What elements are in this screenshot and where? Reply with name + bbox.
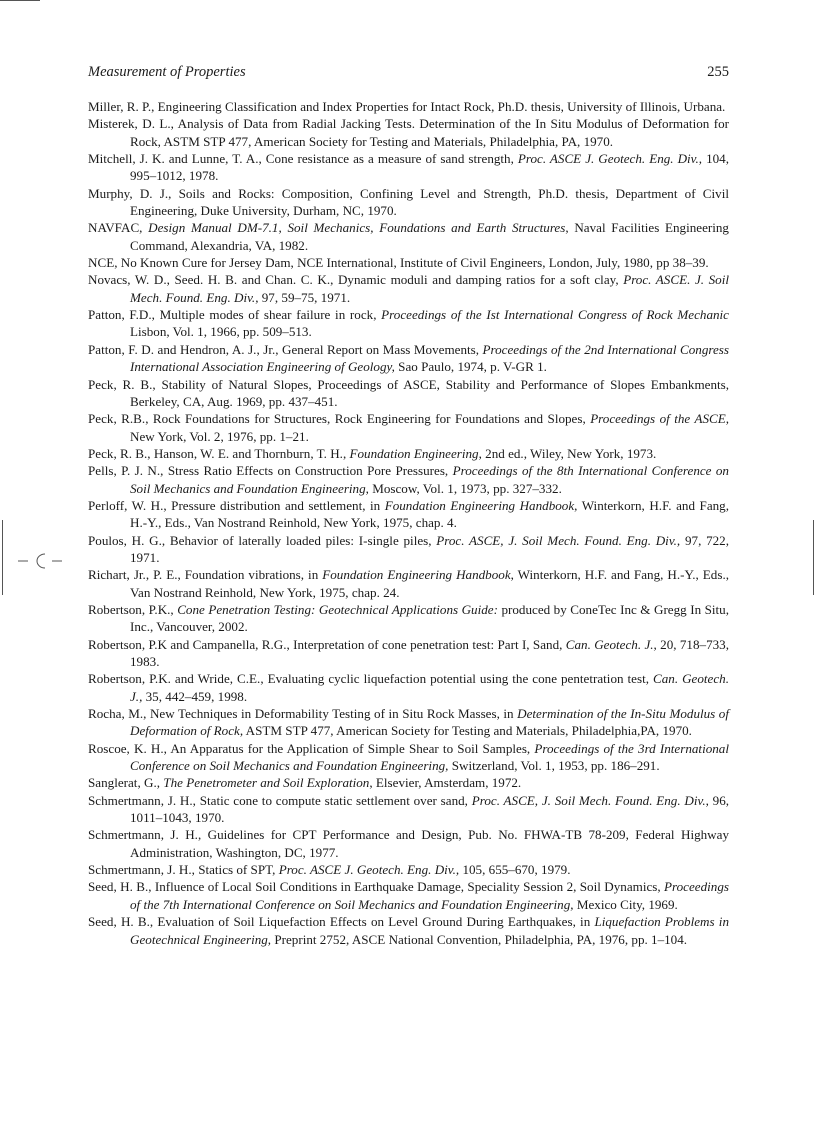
reference-text: , Winterkorn, H.F. and Fang, H.-Y., Eds., Van Nostrand Reinhold, New York, 1975, chap. 24. (130, 567, 729, 600)
reference-entry (88, 913, 729, 948)
crop-mark-left (2, 520, 3, 595)
reference-italic-text: Proc. ASCE, J. Soil Mech. Found. Eng. Div., (471, 792, 709, 808)
reference-italic-text: Liquefaction Problems in Geotechnical Engineering, (130, 914, 729, 947)
reference-italic-text: Proceedings of the Ist International Congress of Rock Mechanic (381, 307, 729, 323)
reference-entry (88, 341, 729, 376)
reference-text: Sao Paulo, 1974, p. V-GR 1. (394, 359, 547, 375)
reference-italic-text: Proceedings of the 3rd International Conference on Soil Mechanics and Foundation Engineering, (130, 740, 729, 774)
reference-italic-text: Proceedings of the 8th International Conference on Soil Mechanics and Foundation Engineering, (130, 463, 729, 496)
reference-italic-text: Proc. ASCE, J. Soil Mech. Found. Eng. Div., (436, 532, 681, 548)
reference-text: New York, Vol. 2, 1976, pp. 1–21. (130, 428, 309, 444)
reference-text: , Elsevier, Amsterdam, 1972. (369, 775, 522, 791)
reference-text: Sanglerat, G., (88, 775, 164, 791)
reference-text: Robertson, P.K and Campanella, R.G., Interpretation of cone penetration test: Part I, Sand, (88, 636, 566, 652)
reference-text: Seed, H. B., Influence of Local Soil Conditions in Earthquake Damage, Speciality Session 2, Soil Dynamics, (88, 879, 665, 895)
reference-entry (88, 532, 729, 567)
reference-text: Patton, F.D., Multiple modes of shear failure in rock, (88, 307, 382, 323)
reference-entry (88, 271, 729, 306)
reference-entry (88, 115, 729, 150)
reference-text: , Winterkorn, H.F. and Fang, H.-Y., Eds., Van Nostrand Reinhold, New York, 1975, chap. 4. (130, 497, 729, 531)
reference-italic-text: Proc. ASCE J. Geotech. Eng. Div., (517, 151, 703, 167)
reference-text: Peck, R.B., Rock Foundations for Structures, Rock Engineering for Foundations and Slopes, (88, 411, 591, 427)
reference-text: Roscoe, K. H., An Apparatus for the Application of Simple Shear to Soil Samples, (88, 740, 535, 756)
reference-entry (88, 705, 729, 740)
reference-entry (88, 376, 729, 411)
reference-text: NCE, No Known Cure for Jersey Dam, NCE International, Institute of Civil Engineers, London, July, 1980, pp 38–39. (88, 255, 709, 271)
reference-text: Poulos, H. G., Behavior of laterally loaded piles: I-single piles, (88, 532, 437, 548)
reference-italic-text: The Penetrometer and Soil Exploration (163, 775, 370, 791)
reference-text: Schmertmann, J. H., Guidelines for CPT Performance and Design, Pub. No. FHWA-TB 78-209, Federal Highway Administration, Washington, DC, 1977. (88, 827, 729, 860)
reference-italic-text: Design Manual DM-7.1, Soil Mechanics, Foundations and Earth Structures (148, 220, 566, 236)
reference-entry (88, 150, 729, 185)
reference-text: Misterek, D. L., Analysis of Data from Radial Jacking Tests. Determination of the In Situ Modulus of Deformation for Rock, ASTM STP 477, American Society for Testing and Materials, Philadelphia, PA, 1970. (88, 116, 729, 149)
reference-entry (88, 861, 729, 878)
reference-entry (88, 826, 729, 861)
reference-entry (88, 219, 729, 254)
reference-entry (88, 462, 729, 497)
reference-text: Lisbon, Vol. 1, 1966, pp. 509–513. (130, 324, 312, 340)
reference-text: Schmertmann, J. H., Static cone to compute static settlement over sand, (88, 792, 472, 808)
crop-mark-right (813, 520, 814, 595)
reference-italic-text: Can. Geotech. J., (565, 636, 657, 652)
reference-italic-text: Can. Geotech. J., (130, 671, 729, 704)
reference-text: ASTM STP 477, American Society for Testing and Materials, Philadelphia,PA, 1970. (243, 723, 692, 739)
reference-text: Robertson, P.K. and Wride, C.E., Evaluating cyclic liquefaction potential using the cone pentetration test, (88, 671, 653, 687)
reference-text: Pells, P. J. N., Stress Ratio Effects on Construction Pore Pressures, (88, 463, 453, 479)
reference-entry (88, 792, 729, 827)
reference-text: produced by ConeTec Inc & Gregg In Situ, Inc., Vancouver, 2002. (130, 601, 729, 635)
reference-text: Mitchell, J. K. and Lunne, T. A., Cone resistance as a measure of sand strength, (88, 151, 518, 167)
registration-mark-icon (18, 551, 64, 571)
reference-text: Miller, R. P., Engineering Classification and Index Properties for Intact Rock, Ph.D. thesis, University of Illinois, Urbana. (88, 99, 726, 114)
reference-text: , Naval Facilities Engineering Command, Alexandria, VA, 1982. (130, 220, 729, 253)
reference-text: NAVFAC, (88, 220, 149, 236)
reference-entry (88, 601, 729, 636)
reference-text: Perloff, W. H., Pressure distribution and settlement, in (88, 497, 385, 513)
reference-text: 20, 718–733, 1983. (130, 636, 729, 669)
reference-text: Schmertmann, J. H., Statics of SPT, (88, 862, 279, 878)
reference-entry (88, 636, 729, 671)
reference-text: Robertson, P.K., (88, 601, 178, 617)
reference-italic-text: Foundation Engineering Handbook (384, 497, 575, 513)
reference-entry (88, 306, 729, 341)
page-header (88, 62, 729, 82)
reference-italic-text: Foundation Engineering (349, 445, 479, 461)
reference-text: Patton, F. D. and Hendron, A. J., Jr., General Report on Mass Movements, (88, 341, 483, 357)
reference-entry (88, 670, 729, 705)
reference-italic-text: Proceedings of the ASCE, (590, 411, 729, 427)
reference-text: 105, 655–670, 1979. (459, 862, 571, 878)
reference-entry (88, 566, 729, 601)
reference-italic-text: Proceedings of the 2nd International Congress International Association Engineering of Geology, (130, 341, 729, 375)
crop-mark-top (0, 0, 40, 1)
reference-text: Switzerland, Vol. 1, 1953, pp. 186–291. (448, 758, 660, 774)
reference-entry (88, 185, 729, 220)
reference-italic-text: Proc. ASCE. J. Soil Mech. Found. Eng. Div., (130, 272, 729, 305)
reference-entry (88, 878, 729, 913)
reference-entry (88, 445, 729, 462)
reference-text: Seed, H. B., Evaluation of Soil Liquefaction Effects on Level Ground During Earthquakes, in (88, 914, 595, 930)
reference-text: Peck, R. B., Hanson, W. E. and Thornburn, T. H., (88, 445, 350, 461)
reference-italic-text: Determination of the In-Situ Modulus of Deformation of Rock, (130, 706, 729, 739)
reference-italic-text: Foundation Engineering Handbook (322, 567, 511, 583)
reference-entry (88, 497, 729, 532)
reference-italic-text: Proceedings of the 7th International Conference on Soil Mechanics and Foundation Engineering, (130, 879, 729, 912)
reference-text: Novacs, W. D., Seed. H. B. and Chan. C. K., Dynamic moduli and damping ratios for a soft clay, (88, 272, 624, 288)
reference-entry (88, 740, 729, 775)
page-number: 255 (707, 64, 729, 80)
reference-text: 97, 59–75, 1971. (258, 289, 351, 305)
reference-text: Preprint 2752, ASCE National Convention, Philadelphia, PA, 1976, pp. 1–104. (271, 931, 688, 947)
reference-text: Mexico City, 1969. (573, 896, 678, 912)
reference-list (88, 98, 729, 948)
reference-text: Richart, Jr., P. E., Foundation vibrations, in (88, 567, 323, 583)
reference-entry (88, 98, 729, 115)
reference-text: Rocha, M., New Techniques in Deformability Testing of in Situ Rock Masses, in (88, 706, 518, 722)
running-head: Measurement of Properties (88, 64, 246, 80)
reference-text: 97, 722, 1971. (130, 532, 730, 565)
reference-text: 35, 442–459, 1998. (142, 688, 248, 704)
reference-text: 104, 995–1012, 1978. (130, 151, 730, 184)
reference-text: Moscow, Vol. 1, 1973, pp. 327–332. (368, 480, 562, 496)
reference-italic-text: Proc. ASCE J. Geotech. Eng. Div., (278, 862, 460, 878)
reference-entry (88, 254, 729, 271)
reference-text: 96, 1011–1043, 1970. (130, 792, 730, 826)
reference-text: Peck, R. B., Stability of Natural Slopes, Proceedings of ASCE, Stability and Performance of Slopes Embankments, Berkeley, CA, Aug. 1969, pp. 437–451. (88, 376, 729, 409)
reference-entry (88, 410, 729, 445)
reference-text: , 2nd ed., Wiley, New York, 1973. (478, 445, 657, 461)
reference-entry (88, 774, 729, 791)
reference-italic-text: Cone Penetration Testing: Geotechnical Applications Guide: (177, 601, 498, 617)
reference-text: Murphy, D. J., Soils and Rocks: Composition, Confining Level and Strength, Ph.D. thesis, Department of Civil Engineering, Duke University, Durham, NC, 1970. (88, 185, 729, 219)
